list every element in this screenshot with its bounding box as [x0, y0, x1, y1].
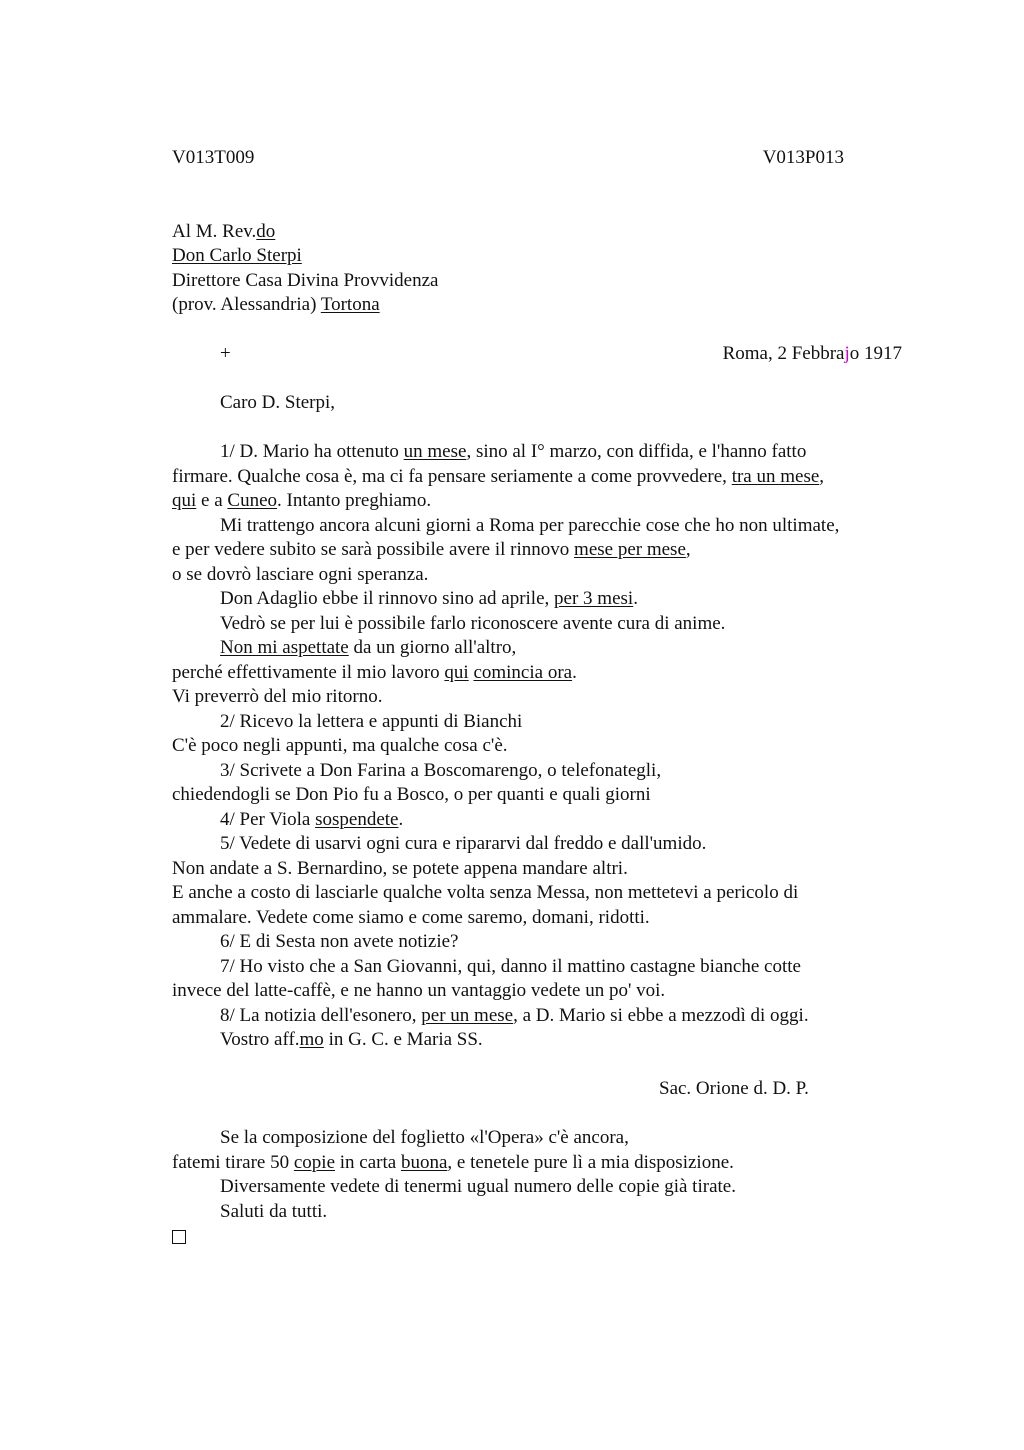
salutation: Caro D. Sterpi,	[220, 392, 336, 413]
letter-page	[172, 146, 902, 1252]
body-line: Mi trattengo ancora alcuni giorni a Roma per parecchie cose che ho non ultimate,	[220, 514, 840, 536]
body-line: 4/ Per Viola sospendete.	[220, 808, 404, 830]
body-line: invece del latte-caffè, e ne hanno un vantaggio vedete un po' voi.	[172, 980, 666, 1001]
end-square-icon	[172, 1224, 892, 1252]
body-line: e per vedere subito se sarà possibile avere il rinnovo mese per mese,	[172, 539, 691, 560]
body-line: perché effettivamente il mio lavoro qui comincia ora.	[172, 661, 577, 683]
body-line: o se dovrò lasciare ogni speranza.	[172, 563, 429, 585]
body-line: 1/ D. Mario ha ottenuto un mese, sino al I° marzo, con diffida, e l'hanno fatto	[220, 441, 807, 462]
address-line-4: (prov. Alessandria) Tortona	[172, 294, 380, 315]
address-line-1: Al M. Rev.do	[172, 220, 276, 242]
body-line: ammalare. Vedete come siamo e come saremo, domani, ridotti.	[172, 906, 650, 928]
signature: Sac. Orione d. D. P.	[659, 1078, 809, 1099]
postscript-line: fatemi tirare 50 copie in carta buona, e tenetele pure lì a mia disposizione.	[172, 1151, 734, 1173]
postscript-line: Diversamente vedete di tenermi ugual numero delle copie già tirate.	[220, 1176, 736, 1197]
date: Roma, 2 Febbrajo 1917	[722, 343, 902, 364]
postscript-line: Se la composizione del foglietto «l'Opera» c'è ancora,	[220, 1127, 629, 1148]
body-line: Non mi aspettate da un giorno all'altro,	[220, 637, 517, 658]
address-line-2: Don Carlo Sterpi	[172, 245, 302, 266]
closing: Vostro aff.mo in G. C. e Maria SS.	[220, 1029, 483, 1050]
document-header	[172, 146, 844, 171]
body-line: Vedrò se per lui è possibile farlo riconoscere avente cura di anime.	[220, 612, 726, 634]
body-line: Don Adaglio ebbe il rinnovo sino ad aprile, per 3 mesi.	[220, 588, 638, 609]
body-line: E anche a costo di lasciarle qualche volta senza Messa, non mettetevi a pericolo di	[172, 882, 799, 903]
body-line: qui e a Cuneo. Intanto preghiamo.	[172, 490, 432, 511]
body-line: 8/ La notizia dell'esonero, per un mese, a D. Mario si ebbe a mezzodì di oggi.	[220, 1004, 809, 1026]
body-line: 3/ Scrivete a Don Farina a Boscomarengo, o telefonategli,	[220, 759, 662, 781]
right-code: V013P013	[762, 147, 844, 168]
body-line: 5/ Vedete di usarvi ogni cura e ripararvi dal freddo e dall'umido.	[220, 833, 707, 854]
cross-mark: +	[220, 343, 231, 364]
dateline	[172, 342, 902, 367]
postscript	[172, 1126, 892, 1252]
body-line: 2/ Ricevo la lettera e appunti di Bianchi	[220, 710, 523, 732]
body-line: 7/ Ho visto che a San Giovanni, qui, danno il mattino castagne bianche cotte	[220, 955, 801, 977]
body-line: 6/ E di Sesta non avete notizie?	[220, 931, 459, 952]
address-line-3: Direttore Casa Divina Provvidenza	[172, 269, 439, 291]
left-code: V013T009	[172, 147, 255, 168]
address-block	[172, 220, 892, 318]
body-line: C'è poco negli appunti, ma qualche cosa c'è.	[172, 735, 508, 756]
body-line: Non andate a S. Bernardino, se potete appena mandare altri.	[172, 857, 628, 879]
letter-body	[172, 440, 892, 1053]
body-line: chiedendogli se Don Pio fu a Bosco, o per quanti e quali giorni	[172, 784, 651, 805]
body-line: firmare. Qualche cosa è, ma ci fa pensare seriamente a come provvedere, tra un mese,	[172, 465, 825, 487]
body-line: Vi preverrò del mio ritorno.	[172, 686, 383, 707]
postscript-line: Saluti da tutti.	[220, 1200, 328, 1222]
